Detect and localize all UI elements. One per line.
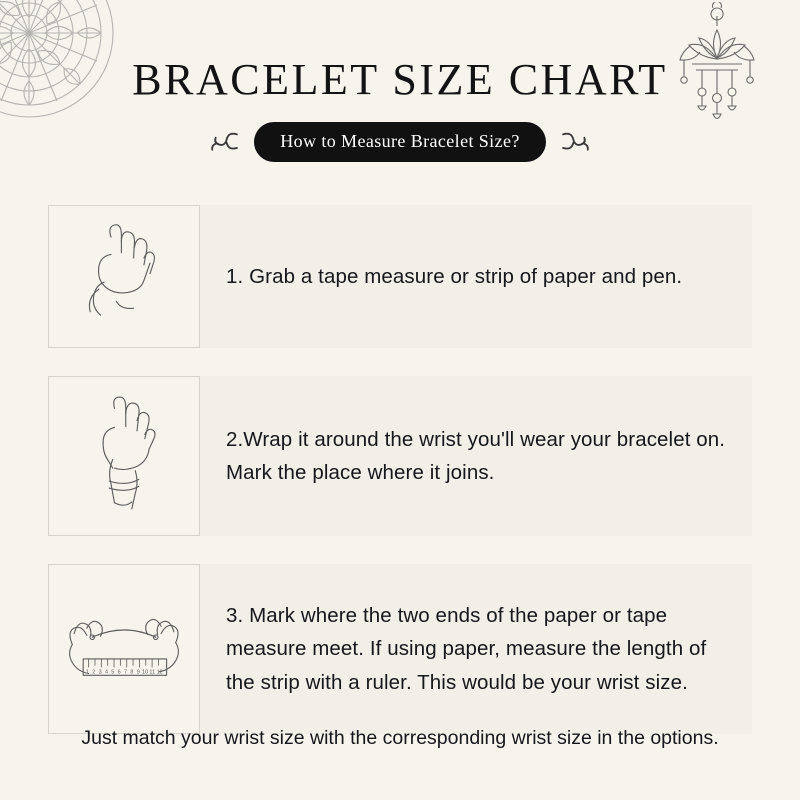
subtitle-badge: How to Measure Bracelet Size? — [254, 122, 546, 162]
svg-text:6: 6 — [117, 669, 121, 676]
steps-list — [48, 205, 752, 762]
svg-text:10: 10 — [142, 669, 149, 676]
svg-text:3: 3 — [98, 669, 102, 676]
step-text: 2.Wrap it around the wrist you'll wear your bracelet on. Mark the place where it joins. — [226, 427, 726, 484]
step-text: 3. Mark where the two ends of the paper or tape measure meet. If using paper, measure the length of the strip with a ruler. This would be your wrist size. — [226, 604, 707, 694]
svg-text:8: 8 — [130, 669, 134, 676]
list-item — [48, 564, 752, 734]
svg-text:11: 11 — [149, 669, 156, 676]
step-text: 1. Grab a tape measure or strip of paper and pen. — [226, 264, 683, 288]
svg-text:1: 1 — [85, 669, 89, 676]
hand-holding-tape-illustration — [48, 205, 200, 348]
right-flourish-icon — [558, 129, 592, 155]
hand-wrapping-wrist-illustration — [48, 376, 200, 536]
svg-text:7: 7 — [124, 669, 128, 676]
svg-text:4: 4 — [104, 669, 108, 676]
list-item — [48, 376, 752, 536]
svg-text:9: 9 — [136, 669, 140, 676]
list-item — [48, 205, 752, 348]
left-flourish-icon — [208, 129, 242, 155]
svg-text:2: 2 — [92, 669, 96, 676]
svg-text:12: 12 — [156, 669, 163, 676]
svg-text:5: 5 — [111, 669, 115, 676]
hands-measuring-with-ruler-illustration — [48, 564, 200, 734]
subtitle-row — [0, 122, 800, 162]
footer-note: Just match your wrist size with the corresponding wrist size in the options. — [81, 727, 719, 749]
page-title: BRACELET SIZE CHART — [132, 55, 668, 104]
